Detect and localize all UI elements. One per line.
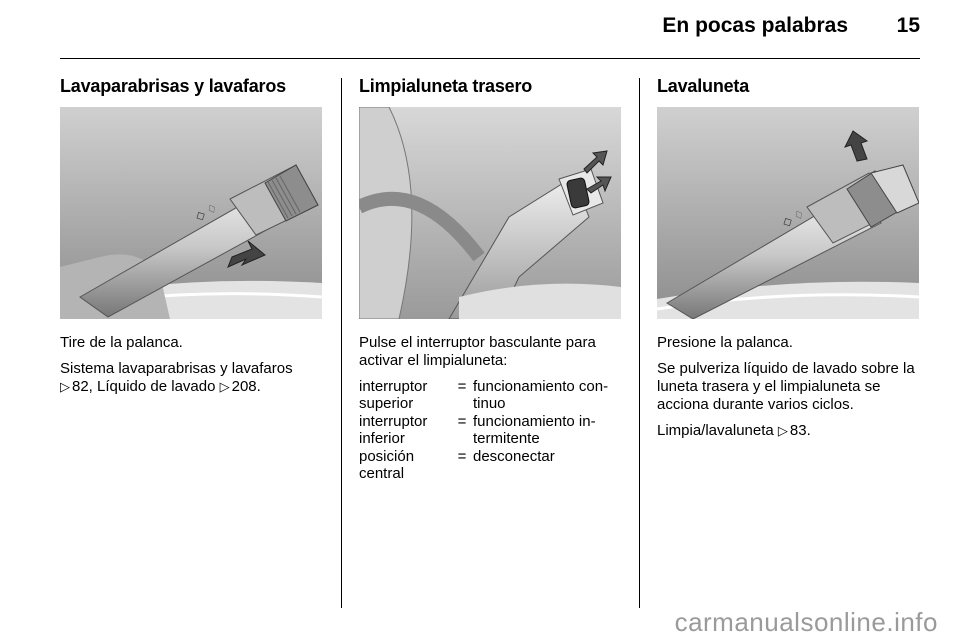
rear-wiper-intro: Pulse el interruptor basculante para activar el limpialuneta: [359, 334, 596, 369]
xref-page-washer-fluid[interactable]: 82, Líquido de lavado [72, 378, 216, 395]
column-1-text [60, 334, 322, 404]
section-heading-rear-wiper: Limpialuneta trasero [359, 76, 533, 96]
definition-row [359, 413, 621, 448]
cross-reference-line [60, 378, 322, 396]
rear-washer-description: Se pulveriza líquido de lavado sobre la luneta trasera y el limpialuneta se acciona durante varios ciclos. [657, 360, 915, 413]
header-title: En pocas palabras [662, 14, 848, 37]
definition-description: funcionamiento con-tinuo [473, 378, 609, 412]
illustration-wiper-lever-push [657, 107, 919, 319]
column-2-text [359, 334, 621, 483]
page-number: 15 [896, 14, 920, 37]
instruction-pull-lever: Tire de la palanca. [60, 334, 183, 351]
definition-equals: = [457, 378, 467, 395]
xref-page-208[interactable]: 208. [231, 378, 261, 395]
switch-definitions-table [359, 378, 621, 483]
column-3 [657, 76, 919, 106]
column-divider-1 [341, 78, 342, 608]
triangle-right-icon: ▷ [219, 379, 230, 394]
header-rule [60, 58, 920, 59]
definition-term: posición central [359, 448, 415, 482]
svg-text:◇ ♢: ◇ ♢ [779, 206, 808, 230]
definition-row [359, 448, 621, 483]
definition-equals: = [457, 448, 467, 465]
column-divider-2 [639, 78, 640, 608]
xref-label: Limpia/lavaluneta [657, 422, 774, 439]
definition-description: desconectar [473, 448, 555, 465]
xref-page-83[interactable]: 83. [789, 422, 811, 439]
definition-term: interruptor inferior [359, 413, 428, 447]
triangle-right-icon: ▷ [777, 423, 788, 438]
cross-reference-line [657, 422, 919, 440]
watermark: carmanualsonline.info [674, 607, 938, 637]
column-3-text [657, 334, 919, 448]
column-1 [60, 76, 322, 106]
definition-term: interruptor superior [359, 378, 428, 412]
column-2 [359, 76, 621, 106]
svg-text:◇ ♢: ◇ ♢ [192, 200, 221, 224]
definition-equals: = [457, 413, 467, 430]
section-heading-rear-washer: Lavaluneta [657, 76, 750, 96]
section-heading-windscreen-washer: Lavaparabrisas y lavafaros [60, 76, 286, 96]
illustration-rear-wiper-switch [359, 107, 621, 319]
instruction-press-lever: Presione la palanca. [657, 334, 793, 351]
illustration-wiper-lever-pull [60, 107, 322, 319]
definition-description: funcionamiento in-termitente [473, 413, 596, 447]
definition-row [359, 378, 621, 413]
triangle-right-icon: ▷ [60, 379, 70, 394]
system-description: Sistema lavaparabrisas y lavafaros [60, 360, 293, 377]
